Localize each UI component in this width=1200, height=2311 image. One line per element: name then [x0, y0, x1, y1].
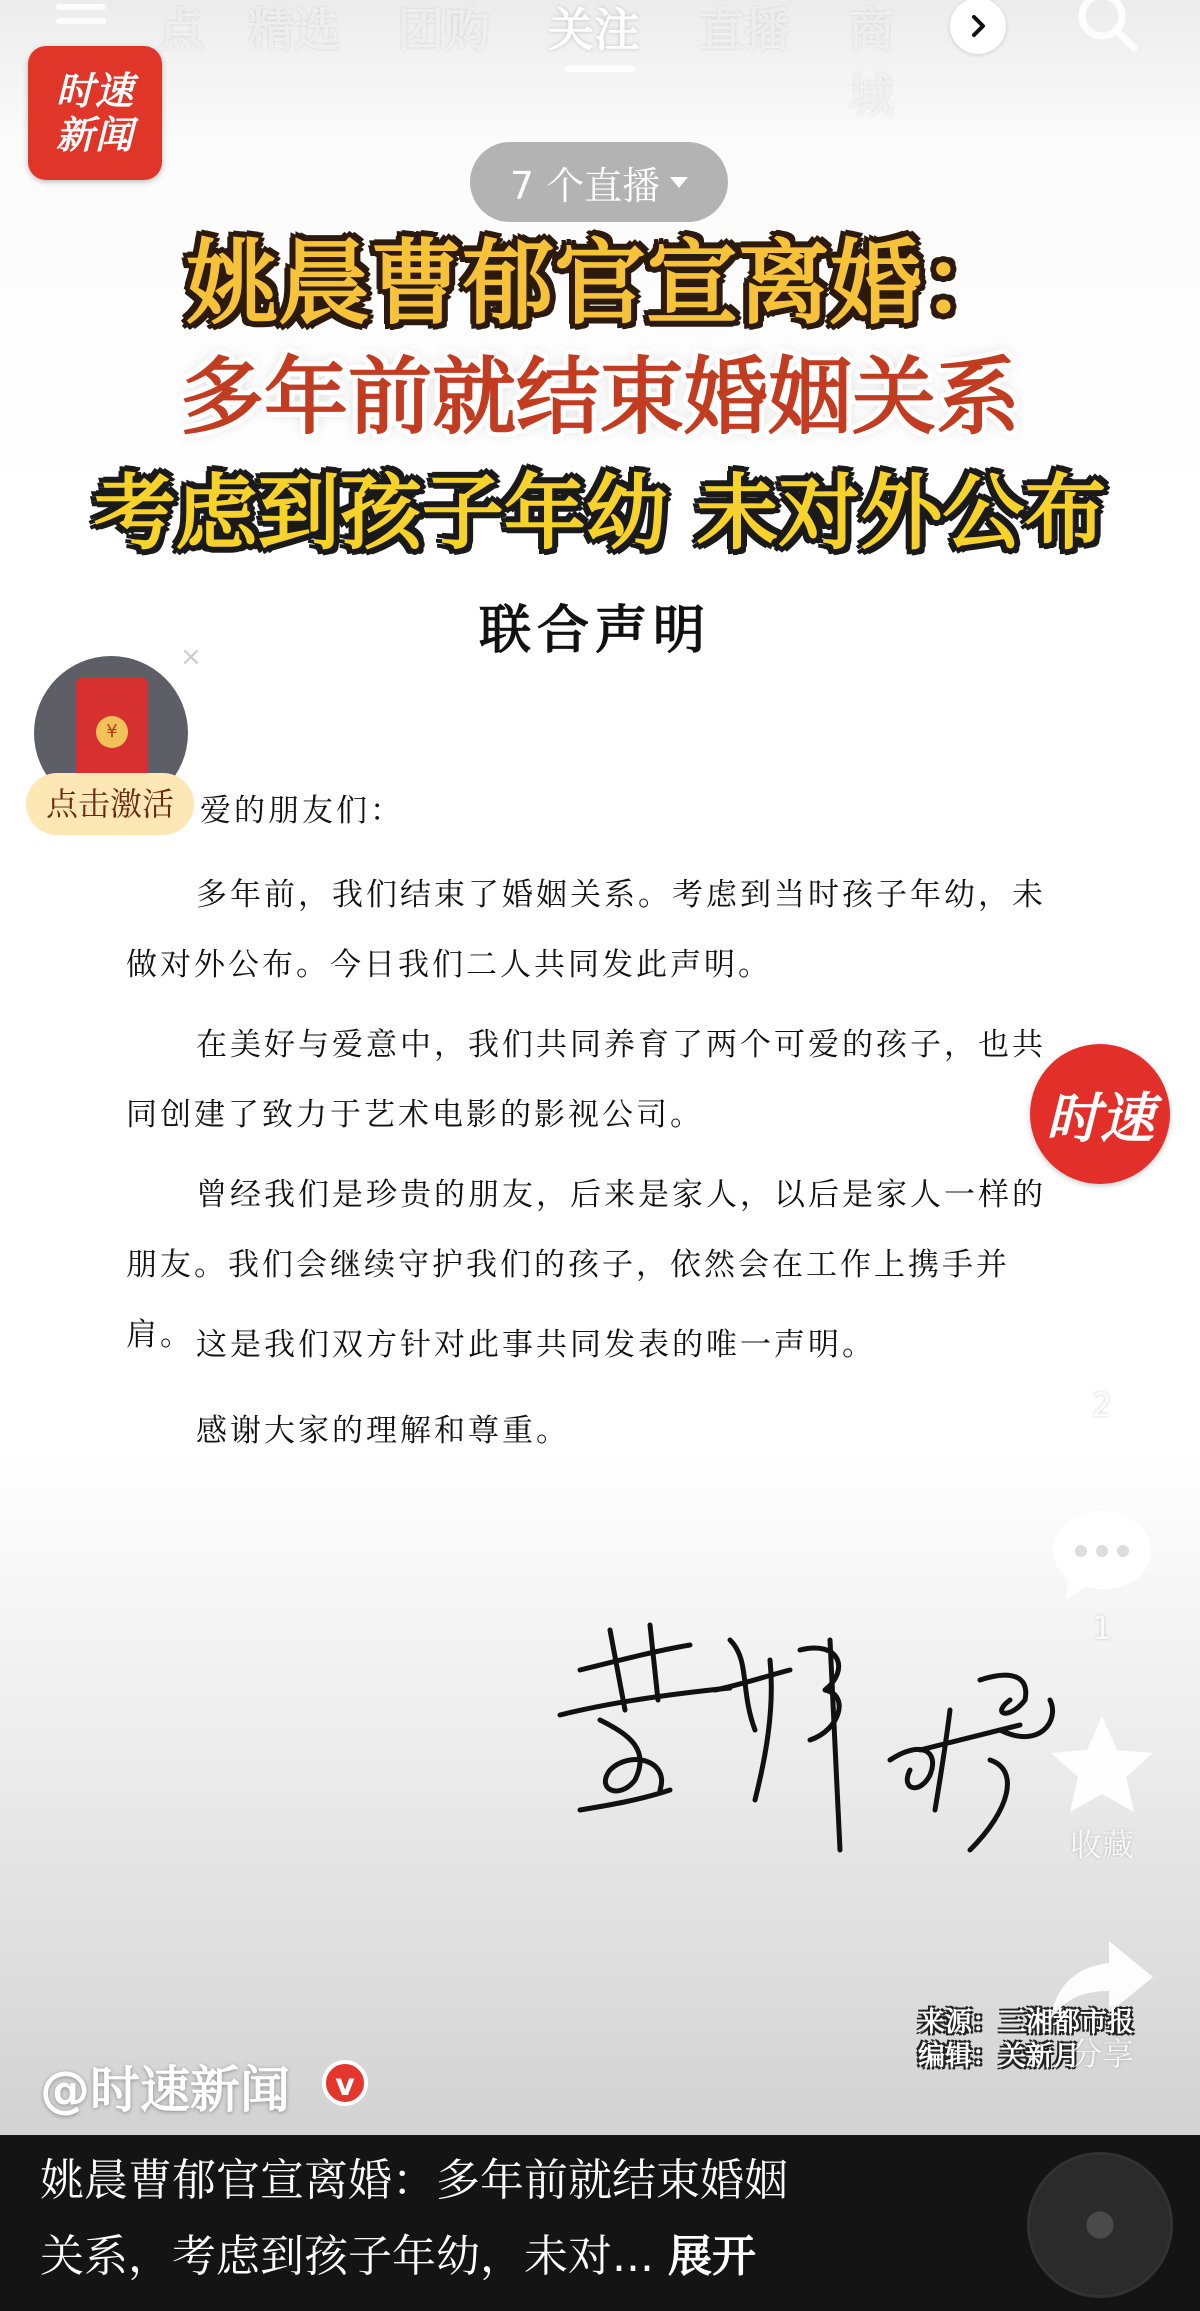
tab-following[interactable]: 关注 — [548, 3, 640, 57]
tab-live[interactable]: 直播 — [698, 3, 790, 57]
source-line: 来源：三湘都市报 — [918, 2007, 1134, 2038]
active-tab-indicator — [565, 66, 635, 72]
caret-down-icon — [670, 177, 688, 188]
coin-icon: ¥ — [96, 716, 128, 748]
statement-paragraph: 这是我们双方针对此事共同发表的唯一声明。 — [196, 1327, 876, 1363]
close-icon[interactable]: × — [180, 642, 202, 672]
description-line-1: 姚晨曹郁官宣离婚：多年前就结束婚姻 — [40, 2155, 788, 2206]
statement-paragraph: 在美好与爱意中，我们共同养育了两个可爱的孩子，也共同创建了致力于艺术电影的影视公司。 — [126, 1027, 1046, 1133]
statement-paragraph: 多年前，我们结束了婚姻关系。考虑到当时孩子年幼，未做对外公布。今日我们二人共同发此声明。 — [126, 877, 1046, 983]
menu-icon[interactable] — [56, 4, 106, 34]
handwritten-signature — [540, 1600, 1100, 1880]
statement-title: 联合声明 — [478, 600, 711, 661]
star-icon — [1047, 1712, 1157, 1816]
live-count-label: 7 个直播 — [509, 163, 661, 208]
statement-salutation: 爱的朋友们： — [200, 793, 404, 829]
tab-featured[interactable]: 精选 — [248, 3, 340, 57]
heart-icon — [1047, 1282, 1157, 1382]
activate-button[interactable]: 点击激活 — [26, 773, 194, 835]
like-count: 2 — [1091, 1386, 1113, 1424]
video-description[interactable] — [40, 2143, 900, 2295]
music-disc-icon[interactable] — [1030, 2155, 1170, 2295]
comment-icon — [1047, 1505, 1157, 1605]
favorite-button[interactable] — [1040, 1712, 1164, 1866]
share-button[interactable] — [1040, 1935, 1164, 2075]
chevron-right-icon — [966, 14, 990, 38]
expand-button[interactable]: 展开 — [667, 2231, 756, 2282]
statement-paragraph: 感谢大家的理解和尊重。 — [196, 1413, 570, 1449]
like-button[interactable] — [1040, 1282, 1164, 1424]
tab-nearby[interactable]: 点 — [158, 3, 204, 57]
share-arrow-icon — [1047, 1935, 1157, 2025]
comment-button[interactable] — [1040, 1505, 1164, 1647]
statement-paragraph: 曾经我们是珍贵的朋友，后来是家人，以后是家人一样的朋友。我们会继续守护我们的孩子，依然会在工作上携手并肩。 — [126, 1177, 1046, 1353]
author-handle[interactable]: @时速新闻 — [40, 2061, 290, 2119]
tab-group-buy[interactable]: 团购 — [398, 3, 490, 57]
share-label: 分享 — [1069, 2035, 1134, 2073]
author-avatar-badge[interactable]: 时速 — [1030, 1044, 1170, 1184]
headline-line-2: 多年前就结束婚姻关系 — [179, 348, 1020, 446]
search-icon[interactable] — [1072, 0, 1142, 56]
headline-line-3: 考虑到孩子年幼 未对外公布 — [93, 466, 1107, 561]
headline-line-1: 姚晨曹郁官宣离婚： — [185, 230, 1014, 337]
comment-count: 1 — [1091, 1609, 1113, 1647]
editor-line: 编辑：关新月 — [918, 2041, 1080, 2072]
tab-mall[interactable]: 商城 — [848, 3, 894, 123]
verified-badge-icon: v — [322, 2060, 368, 2106]
favorite-label: 收藏 — [1069, 1826, 1134, 1864]
channel-logo — [28, 46, 162, 180]
description-line-2 — [40, 2219, 900, 2295]
description-line-2-text: 关系，考虑到孩子年幼，未对... — [40, 2231, 654, 2282]
logo-line-2: 新闻 — [55, 113, 134, 157]
logo-line-1: 时速 — [55, 69, 134, 113]
more-tabs-button[interactable] — [950, 0, 1006, 54]
